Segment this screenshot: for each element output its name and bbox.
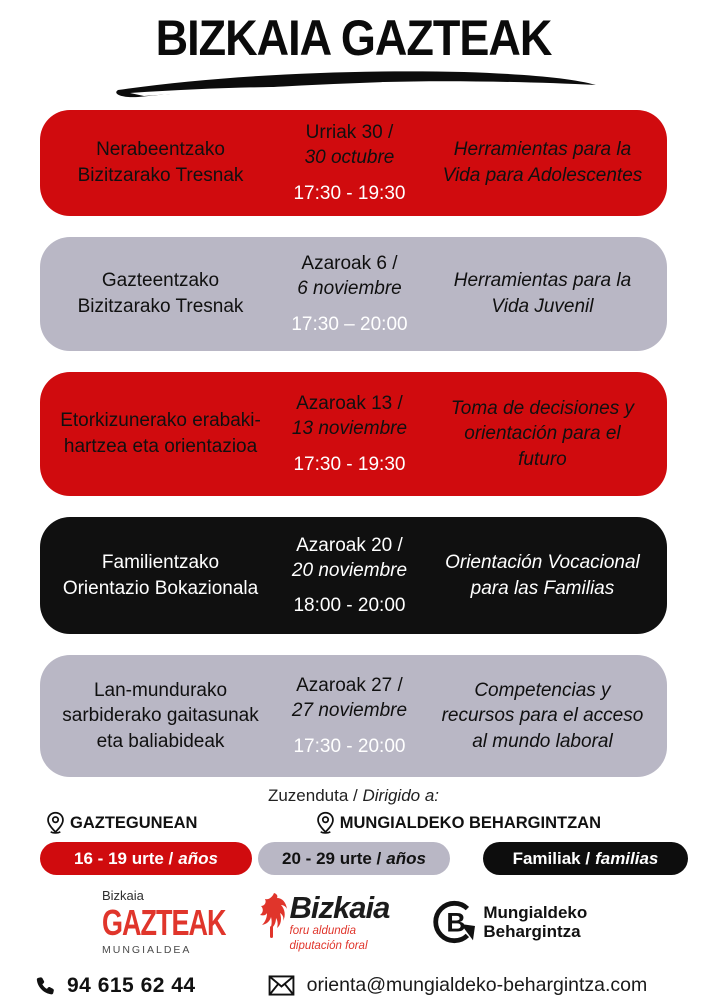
logo-row	[0, 889, 707, 956]
behargintza-logo-line1: Mungialdeko	[483, 902, 588, 922]
session-schedule	[269, 534, 430, 617]
audience-heading	[0, 786, 707, 806]
bizkaia-foru-aldundia-logo	[258, 892, 390, 952]
session-date-eu: Urriak 30 /	[305, 122, 394, 144]
session-date-es: 20 noviembre	[291, 559, 408, 581]
email-address: orienta@mungialdeko-behargintza.com	[306, 974, 648, 996]
session-date-eu: Azaroak 6 /	[301, 253, 398, 275]
location-pin-icon	[316, 811, 335, 835]
session-schedule	[269, 674, 430, 757]
audience-heading-eu: Zuzenduta /	[267, 786, 358, 805]
behargintza-logo-text	[483, 903, 587, 942]
location-row	[0, 806, 707, 839]
session-schedule	[269, 392, 430, 475]
age-pill-label-es: años	[386, 848, 426, 868]
svg-text:B: B	[446, 907, 467, 938]
bizkaia-logo-wordmark: Bizkaia	[289, 890, 390, 926]
page-title: BIZKAIA GAZTEAK	[155, 8, 552, 67]
session-description: Competencias y recursos para el acceso al mundo laboral	[441, 679, 644, 752]
session-title: Familientzako Orientazio Bokazionala	[62, 551, 259, 599]
envelope-icon	[268, 975, 295, 996]
session-date-es: 13 noviembre	[291, 418, 408, 439]
age-pill-label-eu: 20 - 29 urte /	[282, 848, 382, 868]
brush-stroke-icon	[104, 66, 604, 100]
gazteak-logo-bottom-text: MUNGIALDEA	[102, 944, 192, 956]
session-title: Gazteentzako Bizitzarako Tresnak	[77, 270, 244, 317]
contact-row	[0, 974, 707, 998]
session-card	[40, 237, 667, 351]
gazteak-logo-wordmark: GAZTEAK	[102, 902, 226, 944]
location-mungialdeko-behargintzan	[316, 811, 601, 835]
session-time: 17:30 – 20:00	[291, 313, 408, 335]
header	[0, 0, 707, 100]
session-title: Lan-mundurako sarbiderako gaitasunak eta baliabideak	[62, 679, 259, 752]
session-title: Nerabeentzako Bizitzarako Tresnak	[77, 139, 244, 186]
session-card	[40, 517, 667, 634]
phone-icon	[34, 975, 56, 997]
gazteak-logo-top-text: Bizkaia	[102, 888, 144, 903]
session-date-es: 6 noviembre	[297, 278, 402, 299]
oak-leaf-icon	[258, 892, 288, 938]
email-contact[interactable]	[268, 974, 648, 997]
session-date-es: 27 noviembre	[291, 700, 408, 721]
session-title: Etorkizunerako erabaki-hartzea eta orientazioa	[60, 410, 261, 457]
session-card	[40, 110, 667, 216]
behargintza-logo-line2: Behargintza	[483, 922, 581, 942]
session-description: Orientación Vocacional para las Familias	[445, 551, 640, 599]
age-pill-label-eu: 16 - 19 urte /	[74, 848, 174, 868]
session-card	[40, 372, 667, 496]
bizkaia-logo-subtitle-es: diputación foral	[289, 939, 368, 952]
session-schedule	[269, 252, 430, 335]
session-card	[40, 655, 667, 777]
session-time: 17:30 - 20:00	[293, 735, 406, 757]
mungialdeko-behargintza-logo	[431, 899, 587, 945]
age-pill-families	[483, 842, 688, 875]
age-pill-label-es: años	[178, 848, 218, 868]
session-date-eu: Azaroak 27 /	[296, 675, 403, 697]
session-card-list	[0, 110, 707, 777]
age-pill-20-29	[258, 842, 450, 875]
session-date-eu: Azaroak 13 /	[296, 393, 403, 415]
session-date-es: 30 octubre	[304, 147, 395, 168]
age-pill-label-eu: Familiak /	[512, 848, 591, 868]
session-description: Herramientas para la Vida para Adolescentes	[442, 139, 643, 186]
location-label: GAZTEGUNEAN	[70, 813, 198, 832]
session-date-eu: Azaroak 20 /	[296, 534, 403, 556]
location-pin-icon	[46, 811, 65, 835]
audience-heading-es: Dirigido a:	[362, 786, 440, 805]
location-label: MUNGIALDEKO BEHARGINTZAN	[339, 813, 601, 832]
location-gaztegunean	[46, 811, 197, 835]
session-time: 17:30 - 19:30	[293, 453, 406, 475]
session-time: 18:00 - 20:00	[293, 595, 406, 617]
session-schedule	[269, 121, 430, 204]
session-description: Herramientas para la Vida Juvenil	[453, 270, 632, 317]
phone-contact[interactable]	[34, 974, 196, 998]
age-pill-16-19	[40, 842, 252, 875]
session-time: 17:30 - 19:30	[293, 182, 406, 204]
bizkaia-logo-subtitle-eu: foru aldundia	[289, 925, 356, 938]
age-pill-label-es: familias	[595, 848, 659, 868]
b-circle-arrow-icon	[431, 899, 477, 945]
phone-number: 94 615 62 44	[67, 973, 196, 997]
bizkaia-logo-text	[290, 892, 390, 952]
bizkaia-gazteak-logo	[102, 889, 226, 956]
session-description: Toma de decisiones y orientación para el futuro	[450, 397, 634, 470]
age-pill-row	[0, 839, 707, 875]
